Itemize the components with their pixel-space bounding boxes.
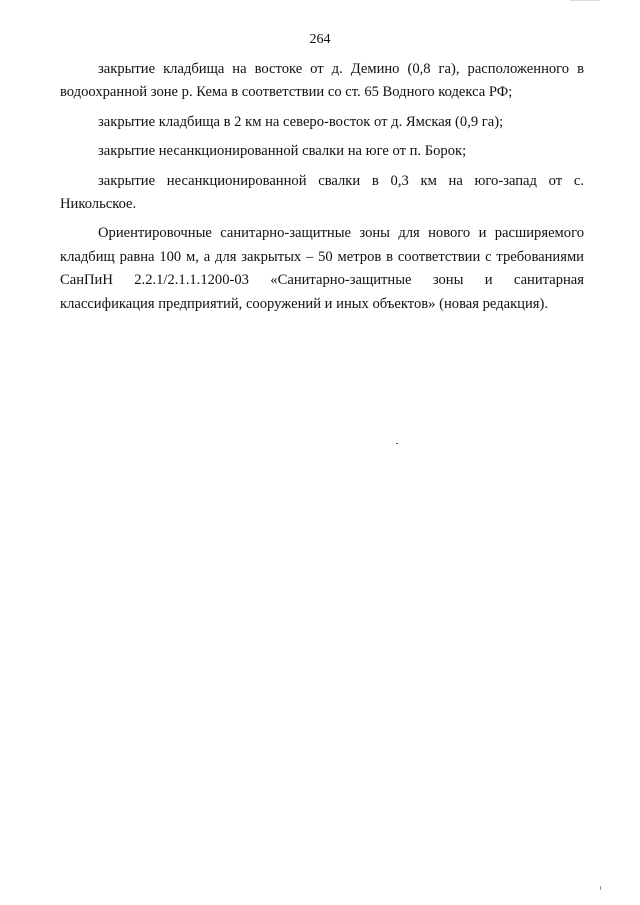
text-line: кладбищ равна 100 м, а для закрытых – 50 метров в соответствии с требованиями bbox=[60, 248, 584, 265]
paragraph-sanitary-zones bbox=[60, 222, 584, 316]
scan-speck bbox=[396, 443, 398, 444]
text-line: закрытие несанкционированной свалки в 0,3 км на юго-запад от с. bbox=[98, 172, 584, 189]
text-line: Ориентировочные санитарно-защитные зоны для нового и расширяемого bbox=[98, 225, 584, 242]
paragraph-borok-dump bbox=[60, 140, 584, 163]
text-line: закрытие кладбища в 2 км на северо-восток от д. Ямская (0,9 га); bbox=[98, 113, 504, 130]
scan-artifact bbox=[570, 0, 600, 1]
text-line: водоохранной зоне р. Кема в соответствии со ст. 65 Водного кодекса РФ; bbox=[60, 84, 513, 101]
page-number: 264 bbox=[309, 32, 331, 47]
document-body bbox=[60, 58, 584, 316]
paragraph-yamskaya-cemetery bbox=[60, 111, 584, 134]
paragraph-nikolskoe-dump bbox=[60, 170, 584, 217]
paragraph-demino-cemetery bbox=[60, 58, 584, 105]
text-line: закрытие кладбища на востоке от д. Демино (0,8 га), расположенного в bbox=[98, 61, 584, 77]
text-line: Никольское. bbox=[60, 196, 137, 213]
text-line: классификация предприятий, сооружений и иных объектов» (новая редакция). bbox=[60, 295, 549, 312]
text-line: СанПиН 2.2.1/2.1.1.1200-03 «Санитарно-защитные зоны и санитарная bbox=[60, 272, 584, 289]
scan-speck bbox=[600, 886, 601, 890]
text-line: закрытие несанкционированной свалки на юге от п. Борок; bbox=[98, 143, 467, 160]
